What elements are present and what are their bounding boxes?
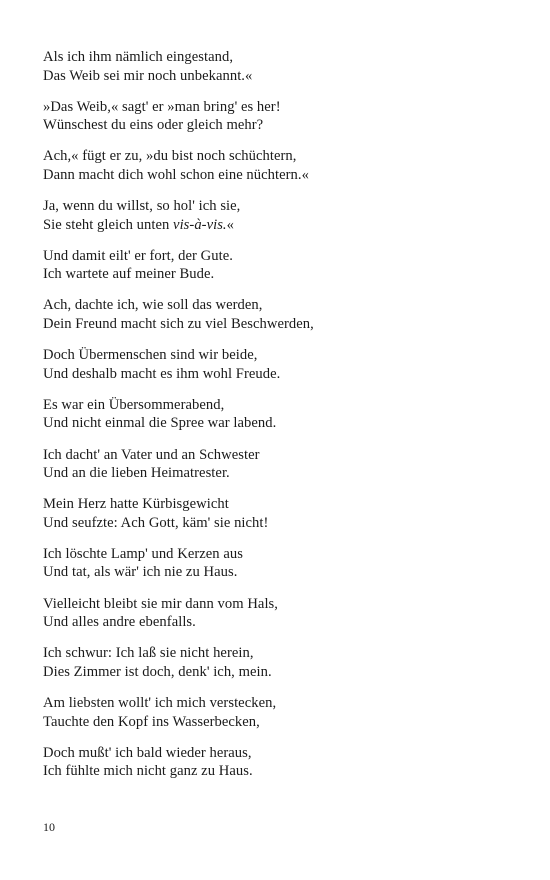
stanza-12	[43, 595, 513, 632]
verse-line: Und damit eilt' er fort, der Gute.	[43, 247, 233, 264]
stanza-9	[43, 446, 513, 483]
stanza-4	[43, 197, 513, 234]
verse-line: Und seufzte: Ach Gott, käm' sie nicht!	[43, 514, 269, 531]
italic-phrase: vis-à-vis.	[173, 216, 227, 233]
stanza-8	[43, 396, 513, 433]
verse-line: Und nicht einmal die Spree war labend.	[43, 415, 277, 432]
stanza-10	[43, 495, 513, 532]
verse-line: Ich fühlte mich nicht ganz zu Haus.	[43, 763, 253, 780]
verse-line: Ich dacht' an Vater und an Schwester	[43, 446, 260, 463]
verse-line: Und tat, als wär' ich nie zu Haus.	[43, 564, 238, 581]
verse-line: Ach,« fügt er zu, »du bist noch schüchtern,	[43, 148, 297, 165]
verse-line: Doch mußt' ich bald wieder heraus,	[43, 744, 252, 761]
verse-line-with-italic	[43, 216, 513, 235]
stanza-11	[43, 545, 513, 582]
verse-line-start: Sie steht gleich unten	[43, 216, 174, 233]
verse-line: Ja, wenn du willst, so hol' ich sie,	[43, 198, 241, 215]
verse-line: Mein Herz hatte Kürbisgewicht	[43, 496, 229, 513]
verse-line: »Das Weib,« sagt' er »man bring' es her!	[43, 98, 281, 115]
verse-line: Wünschest du eins oder gleich mehr?	[43, 117, 264, 134]
stanza-6	[43, 296, 513, 333]
stanza-13	[43, 644, 513, 681]
verse-line: Am liebsten wollt' ich mich verstecken,	[43, 694, 277, 711]
stanza-15	[43, 744, 513, 781]
verse-line: Ich löschte Lamp' und Kerzen aus	[43, 545, 243, 562]
stanza-1	[43, 48, 513, 85]
poem-text	[43, 48, 513, 793]
verse-line: Vielleicht bleibt sie mir dann vom Hals,	[43, 595, 278, 612]
verse-line: Als ich ihm nämlich eingestand,	[43, 49, 234, 65]
verse-line: Und deshalb macht es ihm wohl Freude.	[43, 365, 281, 382]
verse-line: Ich wartete auf meiner Bude.	[43, 266, 215, 283]
verse-line: Das Weib sei mir noch unbekannt.«	[43, 67, 253, 84]
verse-line: Tauchte den Kopf ins Wasserbecken,	[43, 713, 260, 730]
verse-line: Es war ein Übersommerabend,	[43, 396, 225, 413]
verse-line: Und an die lieben Heimatrester.	[43, 465, 230, 482]
verse-line: Doch Übermenschen sind wir beide,	[43, 347, 258, 364]
verse-line: Dies Zimmer ist doch, denk' ich, mein.	[43, 663, 272, 680]
verse-line: Dein Freund macht sich zu viel Beschwerden,	[43, 316, 314, 333]
stanza-5	[43, 247, 513, 284]
verse-line: Und alles andre ebenfalls.	[43, 614, 196, 631]
stanza-7	[43, 346, 513, 383]
stanza-3	[43, 147, 513, 184]
verse-line: Ich schwur: Ich laß sie nicht herein,	[43, 645, 254, 662]
page-number: 10	[43, 820, 55, 834]
verse-line: Ach, dachte ich, wie soll das werden,	[43, 297, 263, 314]
stanza-2	[43, 98, 513, 135]
verse-line: Dann macht dich wohl schon eine nüchtern.«	[43, 166, 309, 183]
stanza-14	[43, 694, 513, 731]
closing-quote: «	[226, 216, 234, 233]
